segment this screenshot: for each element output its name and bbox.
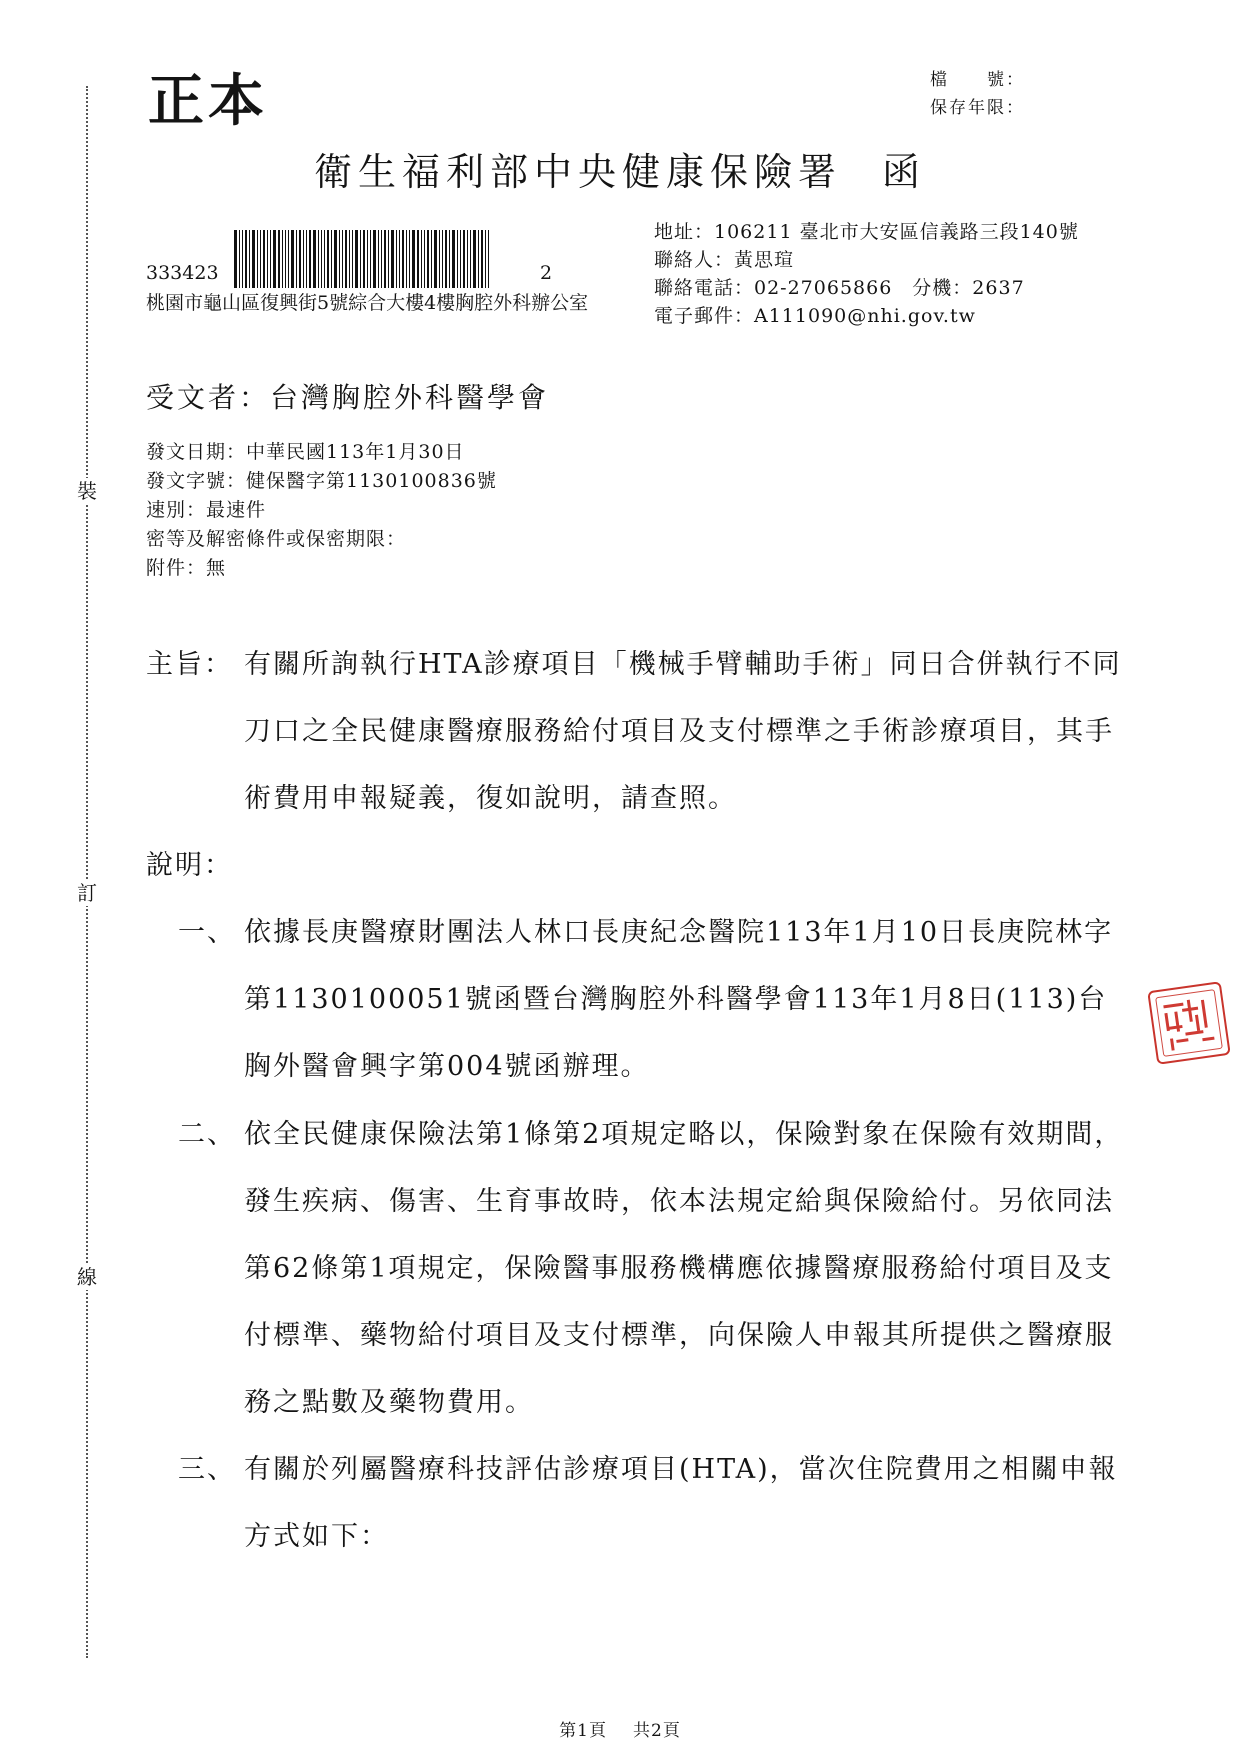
barcode-bar xyxy=(260,230,261,288)
barcode-bar xyxy=(296,230,297,288)
barcode-bar xyxy=(267,230,268,288)
barcode-bar xyxy=(445,230,447,288)
barcode-bar xyxy=(352,230,353,288)
barcode-bar xyxy=(242,230,243,288)
retention-period-label: 保存年限： xyxy=(930,98,1025,118)
recipient-mailing-address: 桃園市龜山區復興街5號綜合大樓4樓胸腔外科辦公室 xyxy=(146,292,589,314)
postal-code: 333423 xyxy=(146,262,219,284)
barcode-bar xyxy=(488,230,489,288)
barcode-bar xyxy=(370,230,371,288)
barcode-bar xyxy=(391,230,394,288)
binding-mark-top: 裝 xyxy=(74,478,100,504)
barcode-bar xyxy=(299,230,301,288)
barcode-bar xyxy=(442,230,443,288)
barcode-bar xyxy=(313,230,316,288)
barcode-bar xyxy=(252,230,255,288)
delivery-speed: 速別：最速件 xyxy=(146,499,267,521)
page-number: 第1頁 xyxy=(559,1721,607,1741)
barcode-bar xyxy=(373,230,376,288)
seal-stroke xyxy=(1163,1003,1183,1009)
seal-stroke xyxy=(1176,1038,1188,1043)
barcode-bar xyxy=(355,230,358,288)
explanation-item-text: 依據長庚醫療財團法人林口長庚紀念醫院113年1月10日長庚院林字第1130100051號函暨台灣胸腔外科醫學會113年1月8日(113)台胸外醫會興字第004號函辦理。 xyxy=(244,917,1114,1082)
contact-person: 聯絡人：黃思瑄 xyxy=(654,249,795,271)
barcode-bar xyxy=(342,230,343,288)
contact-phone: 聯絡電話：02-27065866 分機：2637 xyxy=(654,277,1025,299)
barcode-bar xyxy=(321,230,322,288)
barcode-bar xyxy=(485,230,486,288)
barcode-bar xyxy=(399,230,400,288)
barcode-bar xyxy=(473,230,476,288)
barcode-bar xyxy=(318,230,319,288)
barcode-bar xyxy=(406,230,407,288)
subject-label: 主旨： xyxy=(146,649,233,680)
official-seal xyxy=(1147,981,1231,1065)
barcode-bar xyxy=(460,230,461,288)
agency-name: 衛生福利部中央健康保險署 xyxy=(313,150,842,194)
seal-stroke xyxy=(1168,1025,1182,1030)
page-total: 共2頁 xyxy=(633,1721,681,1741)
seal-stroke xyxy=(1202,1037,1214,1042)
barcode-bar xyxy=(424,230,425,288)
barcode-bar xyxy=(234,230,237,288)
barcode-bar xyxy=(452,230,455,288)
attachment: 附件：無 xyxy=(146,557,227,579)
document-type: 函 xyxy=(882,150,927,194)
barcode-bar xyxy=(282,230,283,288)
barcode-bar xyxy=(345,230,347,288)
barcode-bar xyxy=(481,230,483,288)
barcode-bar xyxy=(384,230,386,288)
barcode-bar xyxy=(285,230,286,288)
document-number: 發文字號：健保醫字第1130100836號 xyxy=(146,470,497,492)
secrecy-level: 密等及解密條件或保密期限： xyxy=(146,528,407,550)
barcode-bar xyxy=(381,230,382,288)
agency-address: 地址：106211 臺北市大安區信義路三段140號 xyxy=(654,221,1079,243)
barcode-bar xyxy=(291,230,294,288)
barcode-bar xyxy=(239,230,240,288)
barcode-bar xyxy=(257,230,258,288)
barcode-suffix: 2 xyxy=(540,262,553,284)
binding-mark-middle: 訂 xyxy=(74,880,100,906)
document-meta xyxy=(146,438,497,583)
barcode-bar xyxy=(470,230,471,288)
barcode-bar xyxy=(463,230,465,288)
barcode-bar xyxy=(363,230,365,288)
contact-block xyxy=(654,218,1079,330)
document-title xyxy=(0,146,1240,198)
explanation-item-number: 一、 xyxy=(178,917,236,948)
barcode-bar xyxy=(427,230,429,288)
barcode-bar xyxy=(439,230,440,288)
barcode-bar xyxy=(367,230,368,288)
filing-info xyxy=(930,66,1025,122)
barcode-bar xyxy=(331,230,332,288)
explanation-label: 說明： xyxy=(146,850,233,881)
page-footer xyxy=(0,1716,1240,1741)
subject-text: 有關所詢執行HTA診療項目「機械手臂輔助手術」同日合併執行不同刀口之全民健康醫療服務給付項目及支付標準之手術診療項目，其手術費用申報疑義，復如說明，請查照。 xyxy=(244,649,1122,814)
barcode-bar xyxy=(457,230,458,288)
barcode-bar xyxy=(388,230,389,288)
binding-mark-bottom: 線 xyxy=(74,1264,100,1290)
barcode-bar xyxy=(288,230,289,288)
seal-stroke xyxy=(1185,1030,1203,1035)
barcode-bar xyxy=(339,230,340,288)
barcode-bar xyxy=(270,230,271,288)
barcode-bar xyxy=(431,230,432,288)
explanation-item-text: 有關於列屬醫療科技評估診療項目(HTA)，當次住院費用之相關申報方式如下： xyxy=(244,1454,1118,1552)
seal-stroke xyxy=(1195,1015,1200,1031)
file-number-label: 檔 號： xyxy=(930,70,1025,90)
recipient: 受文者：台灣胸腔外科醫學會 xyxy=(146,381,550,414)
barcode-bar xyxy=(478,230,479,288)
barcode-bar xyxy=(273,230,276,288)
mailing-label xyxy=(146,228,626,338)
barcode-bar xyxy=(278,230,280,288)
issue-date: 發文日期：中華民國113年1月30日 xyxy=(146,441,465,463)
binding-line xyxy=(86,86,88,1658)
barcode-bar xyxy=(306,230,307,288)
barcode-bar xyxy=(309,230,311,288)
barcode-bar xyxy=(263,230,265,288)
barcode-bar xyxy=(467,230,468,288)
barcode-bar xyxy=(412,230,415,288)
barcode-bar xyxy=(449,230,450,288)
barcode-bar xyxy=(303,230,304,288)
postal-barcode xyxy=(234,230,534,288)
contact-email: 電子郵件：A111090@nhi.gov.tw xyxy=(654,305,976,327)
barcode-bar xyxy=(396,230,397,288)
explanation-item-number: 二、 xyxy=(178,1119,236,1150)
barcode-bar xyxy=(349,230,350,288)
seal-stroke xyxy=(1170,1038,1175,1050)
barcode-bar xyxy=(421,230,422,288)
barcode-bar xyxy=(417,230,419,288)
barcode-bar xyxy=(327,230,329,288)
original-copy-mark: 正本 xyxy=(148,68,268,134)
explanation-item-number: 三、 xyxy=(178,1454,236,1485)
barcode-bar xyxy=(360,230,361,288)
barcode-bar xyxy=(378,230,379,288)
barcode-bar xyxy=(409,230,410,288)
barcode-bar xyxy=(245,230,247,288)
explanation-item-text: 依全民健康保險法第1條第2項規定略以，保險對象在保險有效期間，發生疾病、傷害、生育事故時，依本法規定給與保險給付。另依同法第62條第1項規定，保險醫事服務機構應依據醫療服務給付項目及支付標準、藥物給付項目及支付標準，向保險人申報其所提供之醫療服務之點數及藥物費用。 xyxy=(244,1119,1124,1418)
barcode-bar xyxy=(434,230,437,288)
barcode-bar xyxy=(402,230,404,288)
barcode-bar xyxy=(324,230,325,288)
barcode-bar xyxy=(249,230,250,288)
seal-stroke xyxy=(1201,1000,1208,1028)
barcode-bar xyxy=(334,230,337,288)
